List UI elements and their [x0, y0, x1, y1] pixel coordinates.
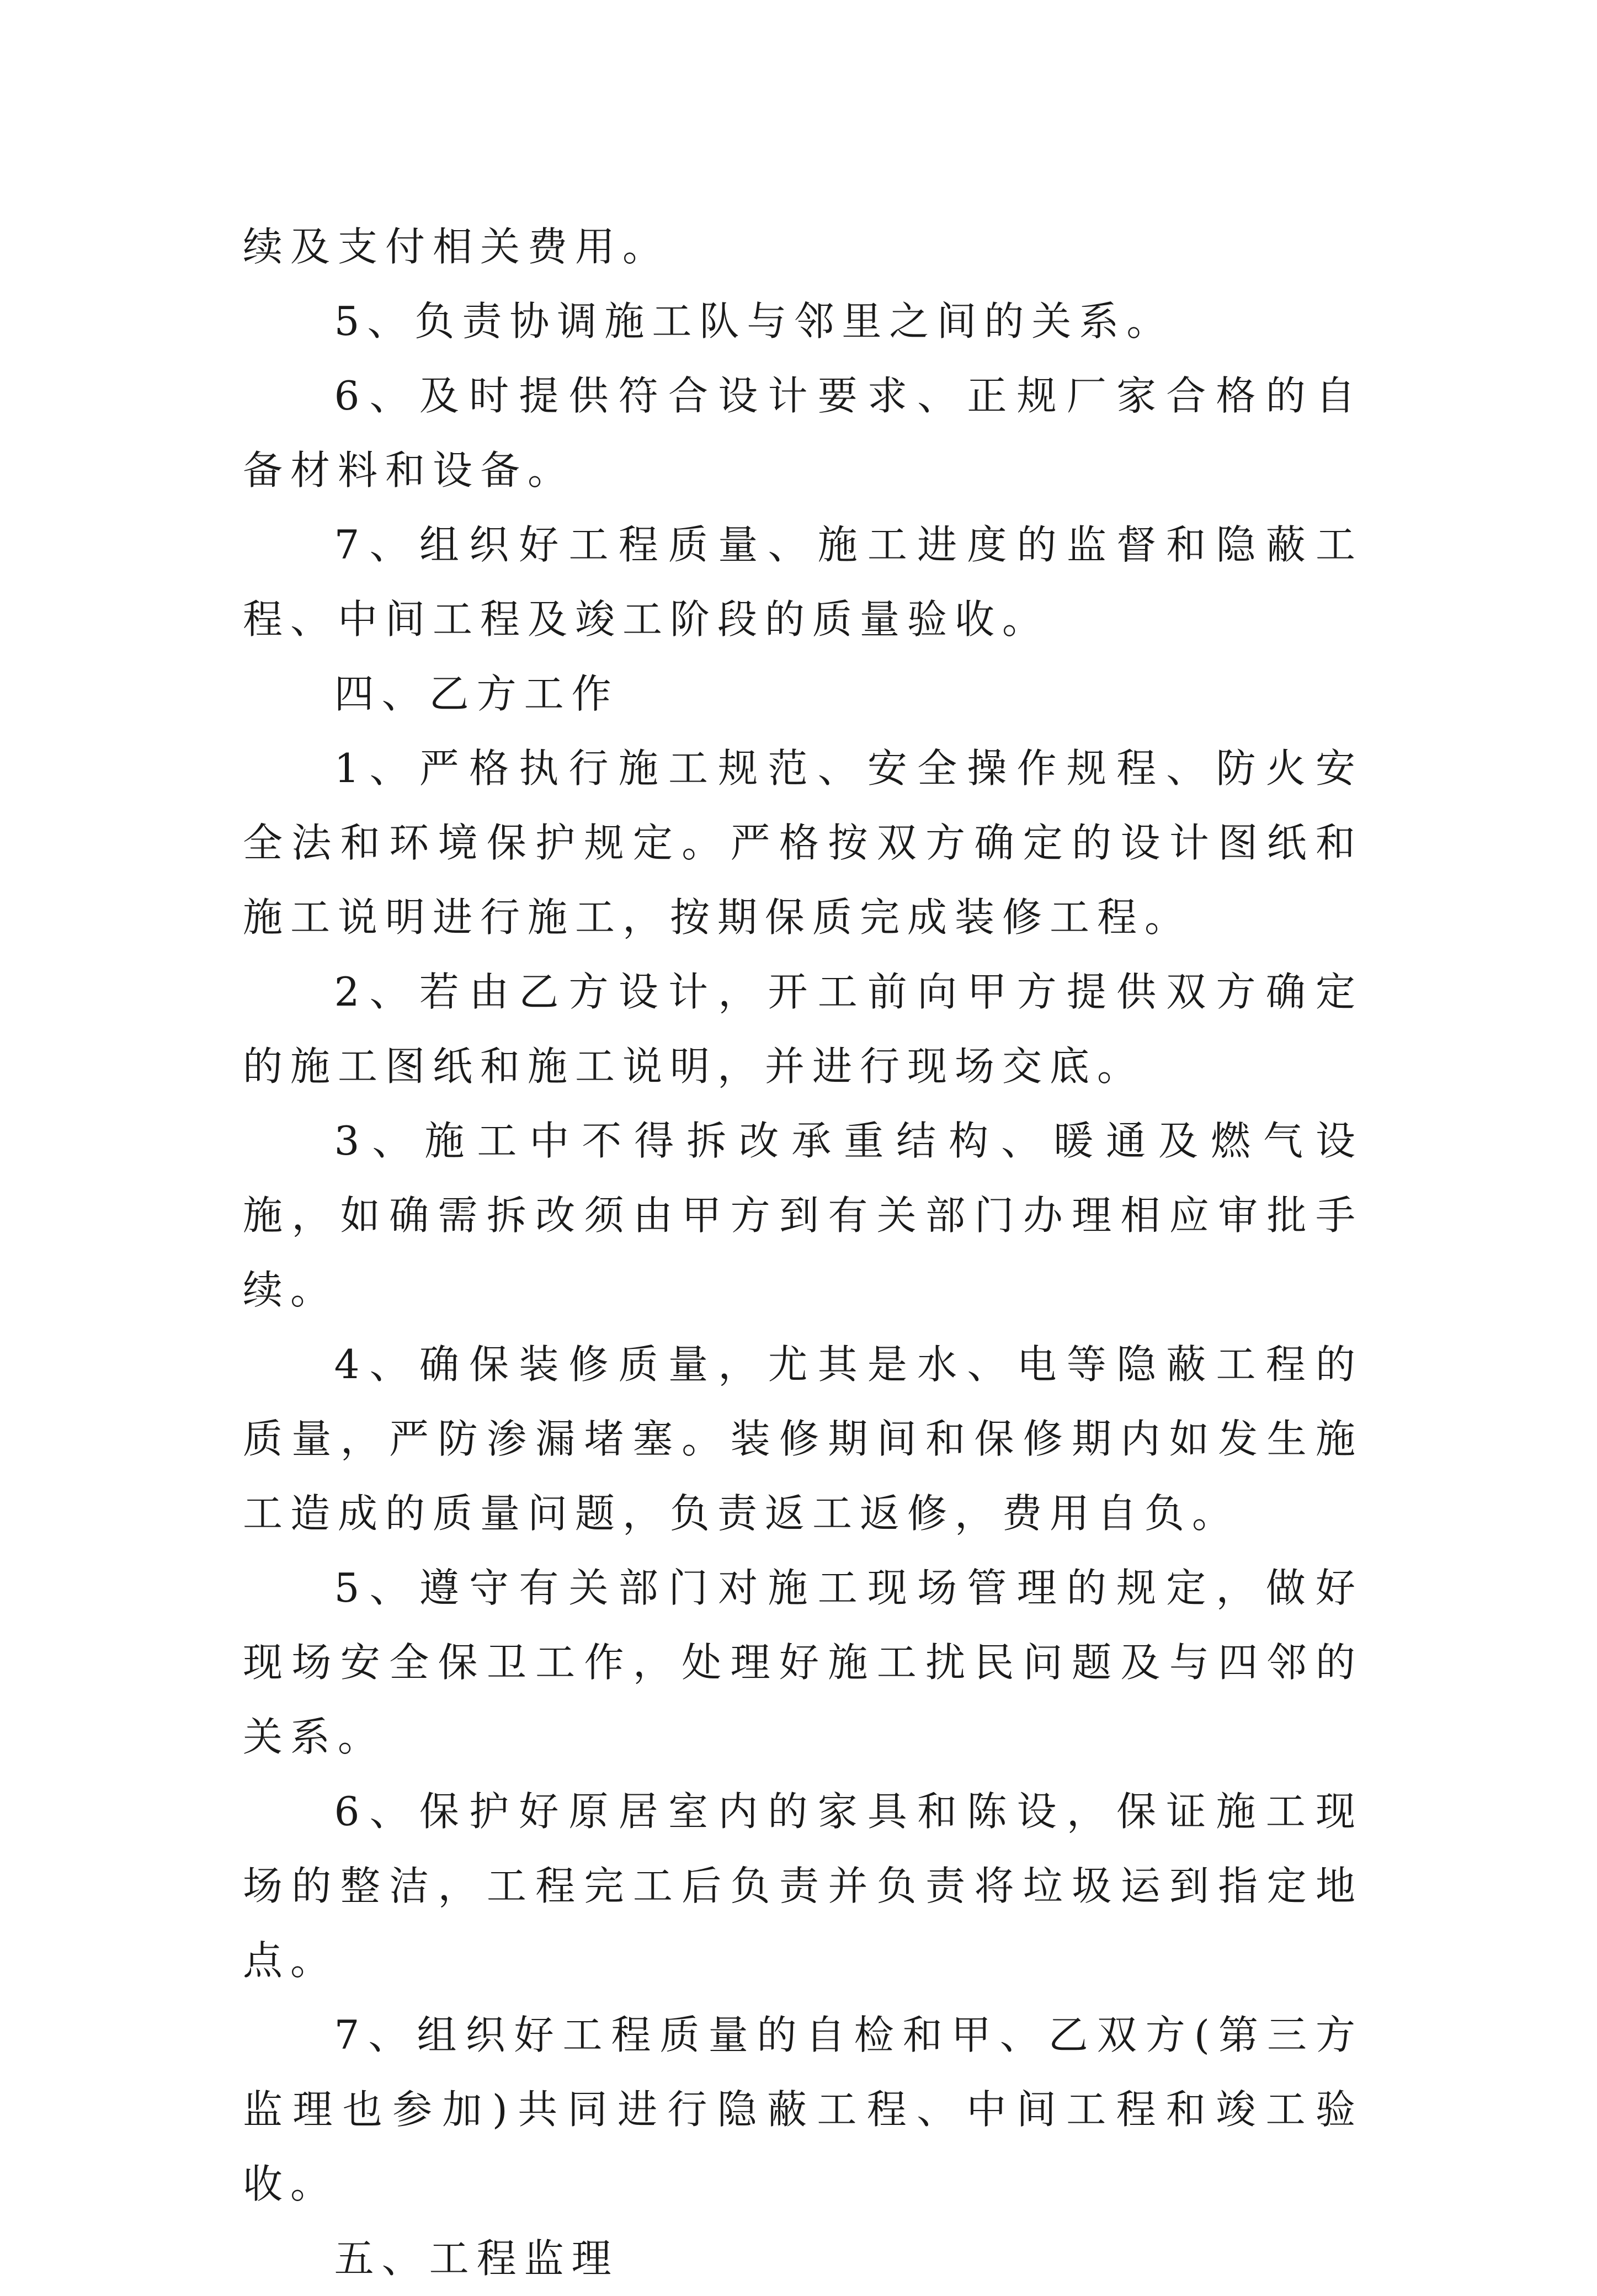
paragraph-item-4-5: 5、遵守有关部门对施工现场管理的规定，做好现场安全保卫工作，处理好施工扰民问题及与四邻的关系。: [243, 1565, 1363, 1760]
document-body: [243, 210, 1363, 2296]
paragraph-item-4-2: 2、若由乙方设计，开工前向甲方提供双方确定的施工图纸和施工说明，并进行现场交底。: [243, 969, 1363, 1089]
paragraph-item-4-6: 6、保护好原居室内的家具和陈设，保证施工现场的整洁，工程完工后负责并负责将垃圾运到指定地点。: [243, 1788, 1363, 1984]
section-heading-party-b: 四、乙方工作: [334, 671, 619, 717]
paragraph-item-4-4: 4、确保装修质量，尤其是水、电等隐蔽工程的质量，严防渗漏堵塞。装修期间和保修期内如发生施工造成的质量问题，负责返工返修，费用自负。: [243, 1341, 1363, 1537]
paragraph-item-3-6: 6、及时提供符合设计要求、正规厂家合格的自备材料和设备。: [243, 373, 1363, 493]
paragraph-item-4-3: 3、施工中不得拆改承重结构、暖通及燃气设施，如确需拆改须由甲方到有关部门办理相应审批手续。: [243, 1118, 1363, 1313]
paragraph-item-4-1: 1、严格执行施工规范、安全操作规程、防火安全法和环境保护规定。严格按双方确定的设计图纸和施工说明进行施工，按期保质完成装修工程。: [243, 745, 1363, 940]
paragraph-item-4-7: 7、组织好工程质量的自检和甲、乙双方(第三方监理也参加)共同进行隐蔽工程、中间工程和竣工验收。: [243, 2012, 1363, 2207]
paragraph-continuation: 续及支付相关费用。: [243, 224, 670, 270]
paragraph-item-3-5: 5、负责协调施工队与邻里之间的关系。: [334, 298, 1174, 344]
paragraph-item-3-7: 7、组织好工程质量、施工进度的监督和隐蔽工程、中间工程及竣工阶段的质量验收。: [243, 522, 1363, 642]
section-heading-supervision: 五、工程监理: [334, 2235, 619, 2282]
